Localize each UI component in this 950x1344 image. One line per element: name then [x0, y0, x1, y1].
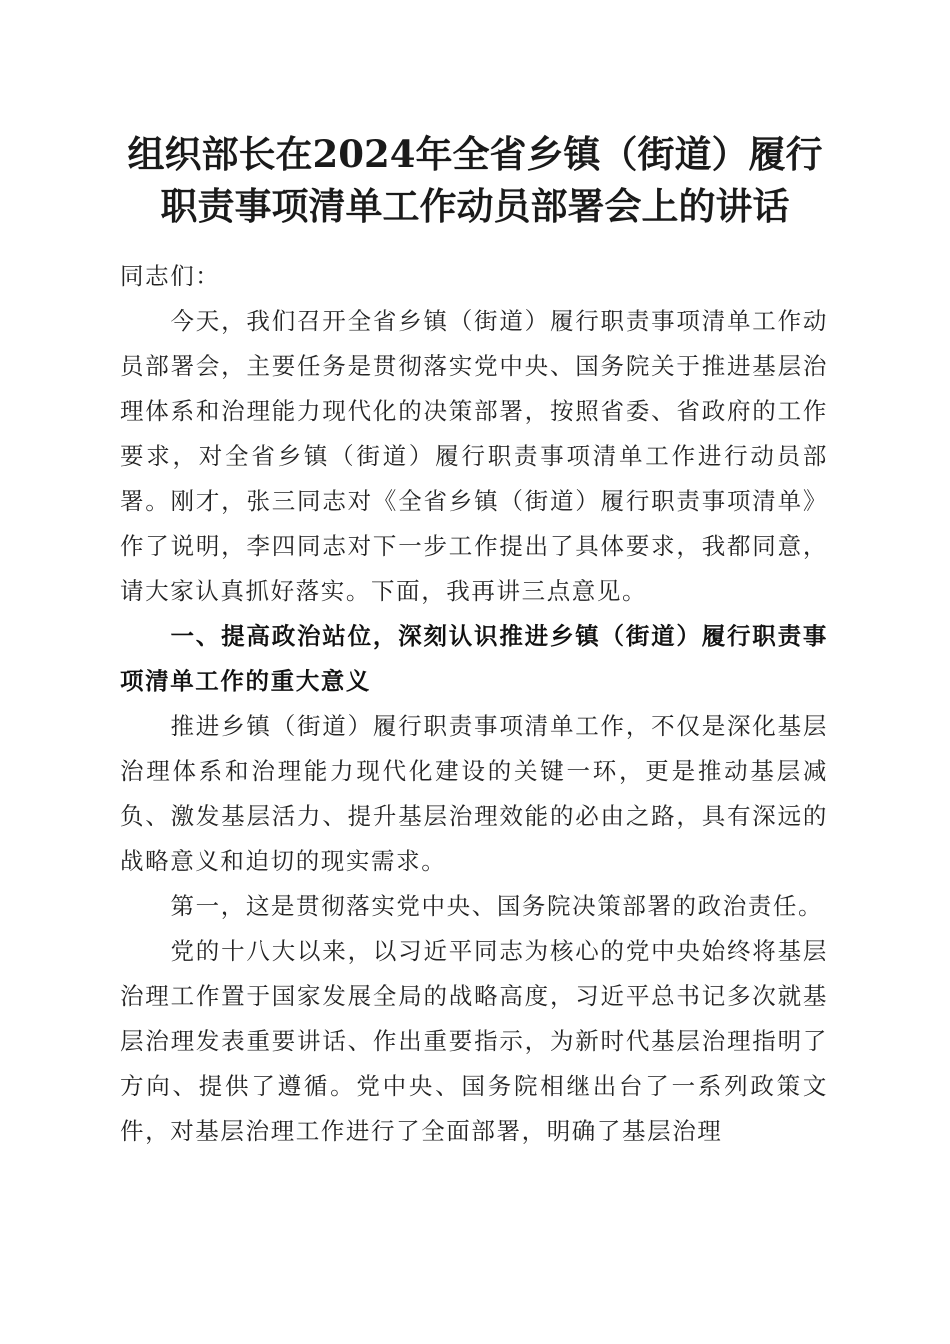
paragraph-intro: 今天，我们召开全省乡镇（街道）履行职责事项清单工作动员部署会，主要任务是贯彻落实党中央、国务院关于推进基层治理体系和治理能力现代化的决策部署，按照省委、省政府的工作要求，对全省乡镇（街道）履行职责事项清单工作进行动员部署。刚才，张三同志对《全省乡镇（街道）履行职责事项清单》作了说明，李四同志对下一步工作提出了具体要求，我都同意，请大家认真抓好落实。下面，我再讲三点意见。 [120, 307, 828, 605]
document-title: 组织部长在2024年全省乡镇（街道）履行职责事项清单工作动员部署会上的讲话 [127, 132, 823, 228]
section-heading-1: 一、提高政治站位，深刻认识推进乡镇（街道）履行职责事项清单工作的重大意义 [120, 622, 828, 695]
salutation: 同志们： [120, 262, 221, 290]
paragraph-point-1: 第一，这是贯彻落实党中央、国务院决策部署的政治责任。 [170, 892, 824, 920]
document-body [120, 254, 828, 1154]
paragraph-significance: 推进乡镇（街道）履行职责事项清单工作，不仅是深化基层治理体系和治理能力现代化建设的关键一环，更是推动基层减负、激发基层活力、提升基层治理效能的必由之路，具有深远的战略意义和迫切的现实需求。 [120, 712, 828, 875]
paragraph-background: 党的十八大以来，以习近平同志为核心的党中央始终将基层治理工作置于国家发展全局的战略高度，习近平总书记多次就基层治理发表重要讲话、作出重要指示，为新时代基层治理指明了方向、提供了遵循。党中央、国务院相继出台了一系列政策文件，对基层治理工作进行了全面部署，明确了基层治理 [120, 937, 828, 1145]
